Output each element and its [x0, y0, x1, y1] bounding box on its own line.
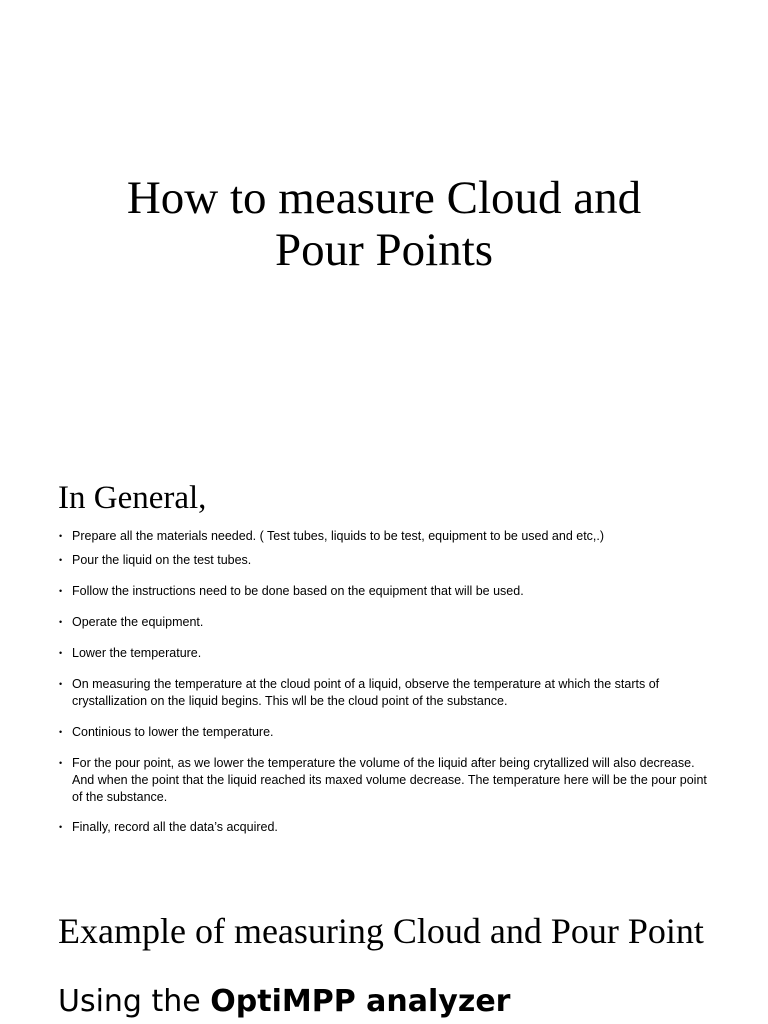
analyzer-name: OptiMPP analyzer: [210, 984, 511, 1019]
analyzer-prefix: Using the: [58, 984, 211, 1019]
example-heading: Example of measuring Cloud and Pour Point: [58, 911, 704, 951]
general-heading: In General,: [58, 480, 207, 516]
list-item: • Finally, record all the data’s acquired.: [58, 819, 708, 836]
list-item: • Pour the liquid on the test tubes.: [58, 552, 708, 569]
list-item: • Continious to lower the temperature.: [58, 724, 708, 741]
list-item: • For the pour point, as we lower the temperature the volume of the liquid after being crytallized will also decrease. And when the point that the liquid reached its maxed volume decrease. The temperature here will be the pour point of the substance.: [58, 755, 708, 806]
slide-title-line-2: Pour Points: [274, 224, 494, 276]
list-item: • Lower the temperature.: [58, 645, 708, 662]
list-item: • Follow the instructions need to be done based on the equipment that will be used.: [58, 583, 708, 600]
analyzer-line: [58, 980, 510, 1024]
general-steps-list: [58, 528, 708, 836]
slide-title: [0, 172, 768, 276]
list-item: • Operate the equipment.: [58, 614, 708, 631]
slide-title-line-1: How to measure Cloud and: [126, 172, 642, 224]
list-item: • Prepare all the materials needed. ( Test tubes, liquids to be test, equipment to be used and etc,.): [58, 528, 708, 545]
list-item: • On measuring the temperature at the cloud point of a liquid, observe the temperature at which the starts of crystallization on the liquid begins. This wll be the cloud point of the substance.: [58, 676, 708, 710]
